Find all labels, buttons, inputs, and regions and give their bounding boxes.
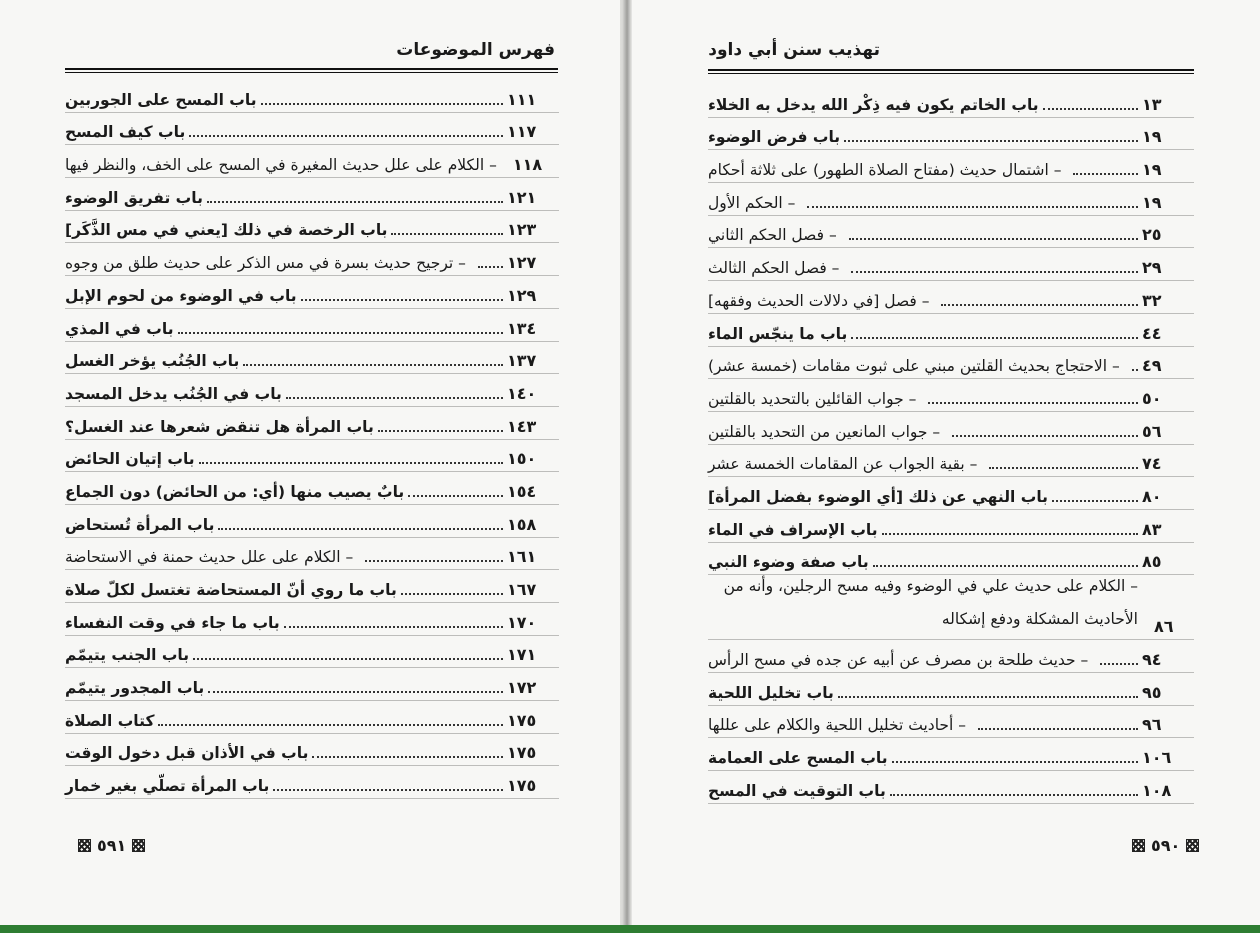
toc-entry [65,243,559,276]
entry-title: – الكلام على حديث علي في الوضوء وفيه مسح الرجلين، وأنه من الأحاديث المشكلة ودفع إشكاله [708,570,1146,636]
entry-page-number: ١٥٤ [507,481,537,501]
toc-entry [65,766,559,799]
entry-title: – فصل الحكم الثالث [708,259,847,277]
entry-title: كتاب الصلاة [65,711,155,730]
entry-page-number: ١٤٠ [507,383,537,403]
entry-title: باب المسح على العمامة [708,749,888,768]
leader-dots [189,135,503,137]
leader-dots [1043,108,1138,110]
toc-entry [65,505,559,538]
leader-dots [178,332,503,334]
entry-title: باب المجدور يتيمّم [65,679,205,698]
ornament-icon [132,839,145,852]
leader-dots [391,233,503,235]
entry-title: – فصل [في دلالات الحديث وفقهه] [708,292,937,310]
leader-dots [478,266,503,268]
entry-title: باب في الأذان قبل دخول الوقت [65,744,309,763]
entry-page-number: ١٢٧ [507,253,537,273]
entry-page-number: ١٤٣ [507,416,537,436]
leader-dots [1100,663,1138,665]
leader-dots [890,794,1138,796]
entry-title: – الاحتجاج بحديث القلتين مبني على ثبوت مقامات (خمسة عشر) [708,357,1128,375]
entry-title: باب المرأة تصلّي بغير خمار [65,777,270,796]
leader-dots [844,140,1138,142]
left-page [0,0,620,925]
entry-title: باب صفة وضوء النبي [708,553,869,572]
entry-page-number: ٨٦ [1154,617,1174,637]
toc-entry [65,668,559,701]
entry-title: باب المرأة تُستحاض [65,515,215,534]
toc-entry [708,575,1194,640]
entry-page-number: ١٠٨ [1142,780,1172,800]
toc-entry [65,374,559,407]
entry-page-number: ١٧٥ [507,710,537,730]
leader-dots [378,430,503,432]
leader-dots [873,565,1138,567]
entry-page-number: ١٣٧ [507,351,537,371]
scan-edge [0,925,1260,933]
toc-entry [65,113,559,146]
leader-dots [851,337,1138,339]
leader-dots [989,467,1138,469]
ornament-icon [78,839,91,852]
toc-entry [65,603,559,636]
leader-dots [1073,173,1138,175]
entry-title: – حديث طلحة بن مصرف عن أبيه عن جده في مسح الرأس [708,651,1096,669]
entry-page-number: ٤٤ [1142,323,1162,343]
entry-title: – اشتمال حديث (مفتاح الصلاة الطهور) على ثلاثة أحكام [708,161,1069,179]
entry-page-number: ٨٥ [1142,552,1162,572]
toc-entry [65,472,559,505]
toc-entry [708,445,1194,478]
entry-title: باب تخليل اللحية [708,683,834,702]
entry-page-number: ١٧٥ [507,776,537,796]
entry-page-number: ١٠٦ [1142,748,1172,768]
entry-page-number: ١٩ [1142,127,1162,147]
entry-title: – الكلام على علل حديث حمنة في الاستحاضة [65,548,361,566]
entry-page-number: ٢٩ [1142,258,1162,278]
leader-dots [218,528,503,530]
leader-dots [851,271,1138,273]
entry-title: باب الإسراف في الماء [708,520,878,539]
toc-entry [65,309,559,342]
entry-title: باب الخاتم يكون فيه ذِكْر الله يدخل به الخلاء [708,95,1039,114]
leader-dots [408,495,503,497]
entry-page-number: ١٥٨ [507,514,537,534]
leader-dots [301,299,503,301]
entry-page-number: ١٧٥ [507,743,537,763]
toc-entry [708,150,1194,183]
entry-page-number: ١٢١ [507,187,537,207]
entry-title: باب إتيان الحائض [65,450,195,469]
entry-page-number: ١٩ [1142,192,1162,212]
leader-dots [882,533,1138,535]
page-number [78,836,145,855]
leader-dots [193,658,503,660]
leader-dots [208,691,503,693]
toc-entry [65,701,559,734]
entry-page-number: ١٦٧ [507,580,537,599]
toc-entry [708,706,1194,739]
entry-title: – الحكم الأول [708,194,803,212]
entry-title: باب النهي عن ذلك [أي الوضوء بفضل المرأة] [708,487,1048,506]
leader-dots [838,696,1138,698]
leader-dots [807,206,1138,208]
toc-entry [65,538,559,571]
toc-entry [708,640,1194,673]
leader-dots [199,462,503,464]
entry-title: باب ما روي أنّ المستحاضة تغتسل لكلّ صلاة [65,581,397,599]
entry-title: باب في الجُنُب يدخل المسجد [65,384,282,403]
entry-title: باب التوقيت في المسح [708,781,886,800]
toc-entry [708,216,1194,249]
entry-page-number: ٨٠ [1142,486,1162,506]
entry-page-number: ٨٣ [1142,519,1162,539]
entry-title: – ترجيح حديث بسرة في مس الذكر على حديث طلق من وجوه [65,254,474,272]
leader-dots [207,201,503,203]
entry-title: – جواب القائلين بالتحديد بالقلتين [708,390,924,408]
entry-page-number: ١٦١ [507,547,537,567]
toc-list [65,80,559,799]
ornament-icon [1186,839,1199,852]
toc-entry [708,183,1194,216]
toc-entry [708,477,1194,510]
entry-page-number: ٢٥ [1142,225,1162,245]
toc-entry [708,510,1194,543]
toc-entry [65,734,559,767]
entry-title: باب المرأة هل تنقض شعرها عند الغسل؟ [65,417,374,436]
entry-page-number: ١١٧ [507,122,537,142]
entry-page-number: ١٧١ [507,645,537,665]
toc-entry [65,342,559,375]
folio-number: ٥٩٠ [1151,836,1181,855]
entry-title: باب الرخصة في ذلك [يعني في مس الذَّكَر] [65,221,388,240]
entry-title: – فصل الحكم الثاني [708,226,845,244]
entry-title: – بقية الجواب عن المقامات الخمسة عشر [708,455,985,473]
toc-entry [708,412,1194,445]
toc-entry [65,570,559,603]
leader-dots [284,626,503,628]
toc-entry [65,145,559,178]
entry-title: باب المسح على الجوربين [65,90,257,109]
entry-page-number: ١٩ [1142,160,1162,180]
leader-dots [286,397,503,399]
entry-page-number: ٣٢ [1142,290,1162,310]
folio-number: ٥٩١ [97,836,127,855]
entry-page-number: ٩٦ [1142,715,1162,735]
entry-page-number: ١٧٢ [507,678,537,698]
leader-dots [1052,500,1138,502]
running-head: تهذيب سنن أبي داود [708,40,880,60]
entry-page-number: ١١٨ [512,155,543,175]
leader-dots [312,756,503,758]
entry-title: باب ما جاء في وقت النفساء [65,613,280,632]
toc-entry [65,407,559,440]
leader-dots [892,761,1138,763]
entry-page-number: ٥٠ [1142,388,1162,408]
leader-dots [261,103,503,105]
entry-title: بابٌ يصيب منها (أي: من الحائض) دون الجماع [65,482,405,501]
ornament-icon [1132,839,1145,852]
entry-page-number: ٩٤ [1142,650,1162,669]
entry-title: باب الجُنُب يؤخر الغسل [65,352,240,371]
entry-title: باب في المذي [65,319,174,338]
entry-page-number: ١٥٠ [507,449,537,469]
leader-dots [365,560,503,562]
entry-title: باب تفريق الوضوء [65,188,203,207]
header-rule [65,68,558,70]
toc-entry [708,738,1194,771]
entry-title: باب فرض الوضوء [708,128,841,147]
leader-dots [243,364,503,366]
leader-dots [158,724,503,726]
entry-title: – جواب المانعين من التحديد بالقلتين [708,423,948,441]
entry-page-number: ١٣٤ [507,318,537,338]
entry-page-number: ١٧٠ [507,612,537,632]
toc-entry [708,281,1194,314]
page-number [1132,836,1199,855]
running-head: فهرس الموضوعات [396,40,555,60]
toc-entry [708,673,1194,706]
entry-page-number: ١٢٩ [507,285,537,305]
toc-entry [65,636,559,669]
leader-dots [941,304,1138,306]
toc-entry [708,347,1194,380]
leader-dots [273,789,503,791]
entry-page-number: ٥٦ [1142,421,1162,441]
header-rule [708,69,1194,71]
toc-entry [65,440,559,473]
header-rule-thin [65,72,558,73]
entry-title: باب ما ينجّس الماء [708,324,848,343]
toc-entry [708,314,1194,347]
toc-entry [65,276,559,309]
entry-title: – الكلام على علل حديث المغيرة في المسح على الخف، والنظر فيها [65,156,505,174]
toc-entry [708,379,1194,412]
right-page [632,0,1260,925]
entry-title: باب كيف المسح [65,123,186,142]
toc-entry [65,211,559,244]
entry-page-number: ١٢٣ [507,220,537,240]
entry-page-number: ٩٥ [1142,682,1162,702]
leader-dots [952,435,1138,437]
toc-entry [65,178,559,211]
toc-entry [708,771,1194,804]
leader-dots [978,728,1138,730]
toc-entry [708,118,1194,151]
entry-page-number: ٤٩ [1142,356,1162,376]
header-rule-thin [708,73,1194,74]
entry-title: باب الجنب يتيمّم [65,646,190,665]
leader-dots [1132,369,1138,371]
entry-page-number: ١٣ [1142,94,1162,114]
leader-dots [849,238,1138,240]
entry-page-number: ٧٤ [1142,454,1162,474]
leader-dots [928,402,1138,404]
toc-list [708,85,1194,804]
toc-entry [708,85,1194,118]
toc-entry [65,80,559,113]
entry-title: باب في الوضوء من لحوم الإبل [65,286,297,305]
entry-title: – أحاديث تخليل اللحية والكلام على عللها [708,716,974,734]
toc-entry [708,248,1194,281]
entry-page-number: ١١١ [507,89,537,109]
leader-dots [401,593,503,595]
